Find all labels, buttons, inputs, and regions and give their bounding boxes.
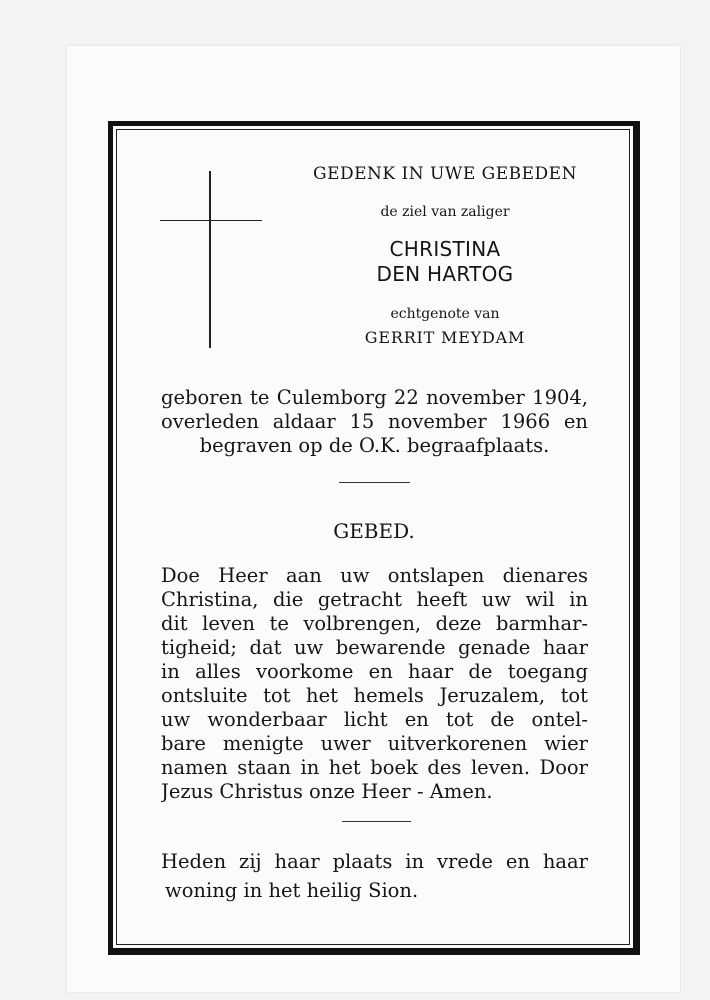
death-line: overleden aldaar 15 november 1966 en xyxy=(161,410,588,433)
spouse-name: GERRIT MEYDAM xyxy=(364,328,526,347)
relation-line: echtgenote van xyxy=(390,306,500,322)
prayer-line: dit leven te volbrengen, deze barmhar- xyxy=(161,612,588,635)
prayer-line: uw wonderbaar licht en tot de ontel- xyxy=(161,708,588,731)
prayer-line: Doe Heer aan uw ontslapen dienares xyxy=(161,564,588,587)
prayer-line: bare menigte uwer uitverkorenen wier xyxy=(161,732,588,755)
section-divider xyxy=(339,482,410,483)
remembrance-heading: GEDENK IN UWE GEBEDEN xyxy=(313,164,577,184)
birth-line: geboren te Culemborg 22 november 1904, xyxy=(161,386,588,409)
cross-icon-crossbar xyxy=(160,220,262,221)
deceased-first-name: CHRISTINA xyxy=(389,237,501,261)
burial-line: begraven op de O.K. begraafplaats. xyxy=(199,434,550,457)
closing-line: Heden zij haar plaats in vrede en haar xyxy=(161,850,588,873)
cross-icon xyxy=(209,171,211,348)
prayer-line: Christina, die getracht heeft uw wil in xyxy=(161,588,588,611)
deceased-last-name: DEN HARTOG xyxy=(376,262,514,286)
prayer-line: namen staan in het boek des leven. Door xyxy=(161,756,588,779)
prayer-line: ontsluite tot het hemels Jeruzalem, tot xyxy=(161,684,588,707)
prayer-title: GEBED. xyxy=(333,519,415,543)
section-divider xyxy=(342,821,411,822)
prayer-line: in alles voorkome en haar de toegang xyxy=(161,660,588,683)
closing-line: woning in het heilig Sion. xyxy=(165,879,419,902)
soul-line: de ziel van zaliger xyxy=(380,204,510,220)
prayer-line: tigheid; dat uw bewarende genade haar xyxy=(161,636,588,659)
prayer-line: Jezus Christus onze Heer - Amen. xyxy=(161,780,493,803)
